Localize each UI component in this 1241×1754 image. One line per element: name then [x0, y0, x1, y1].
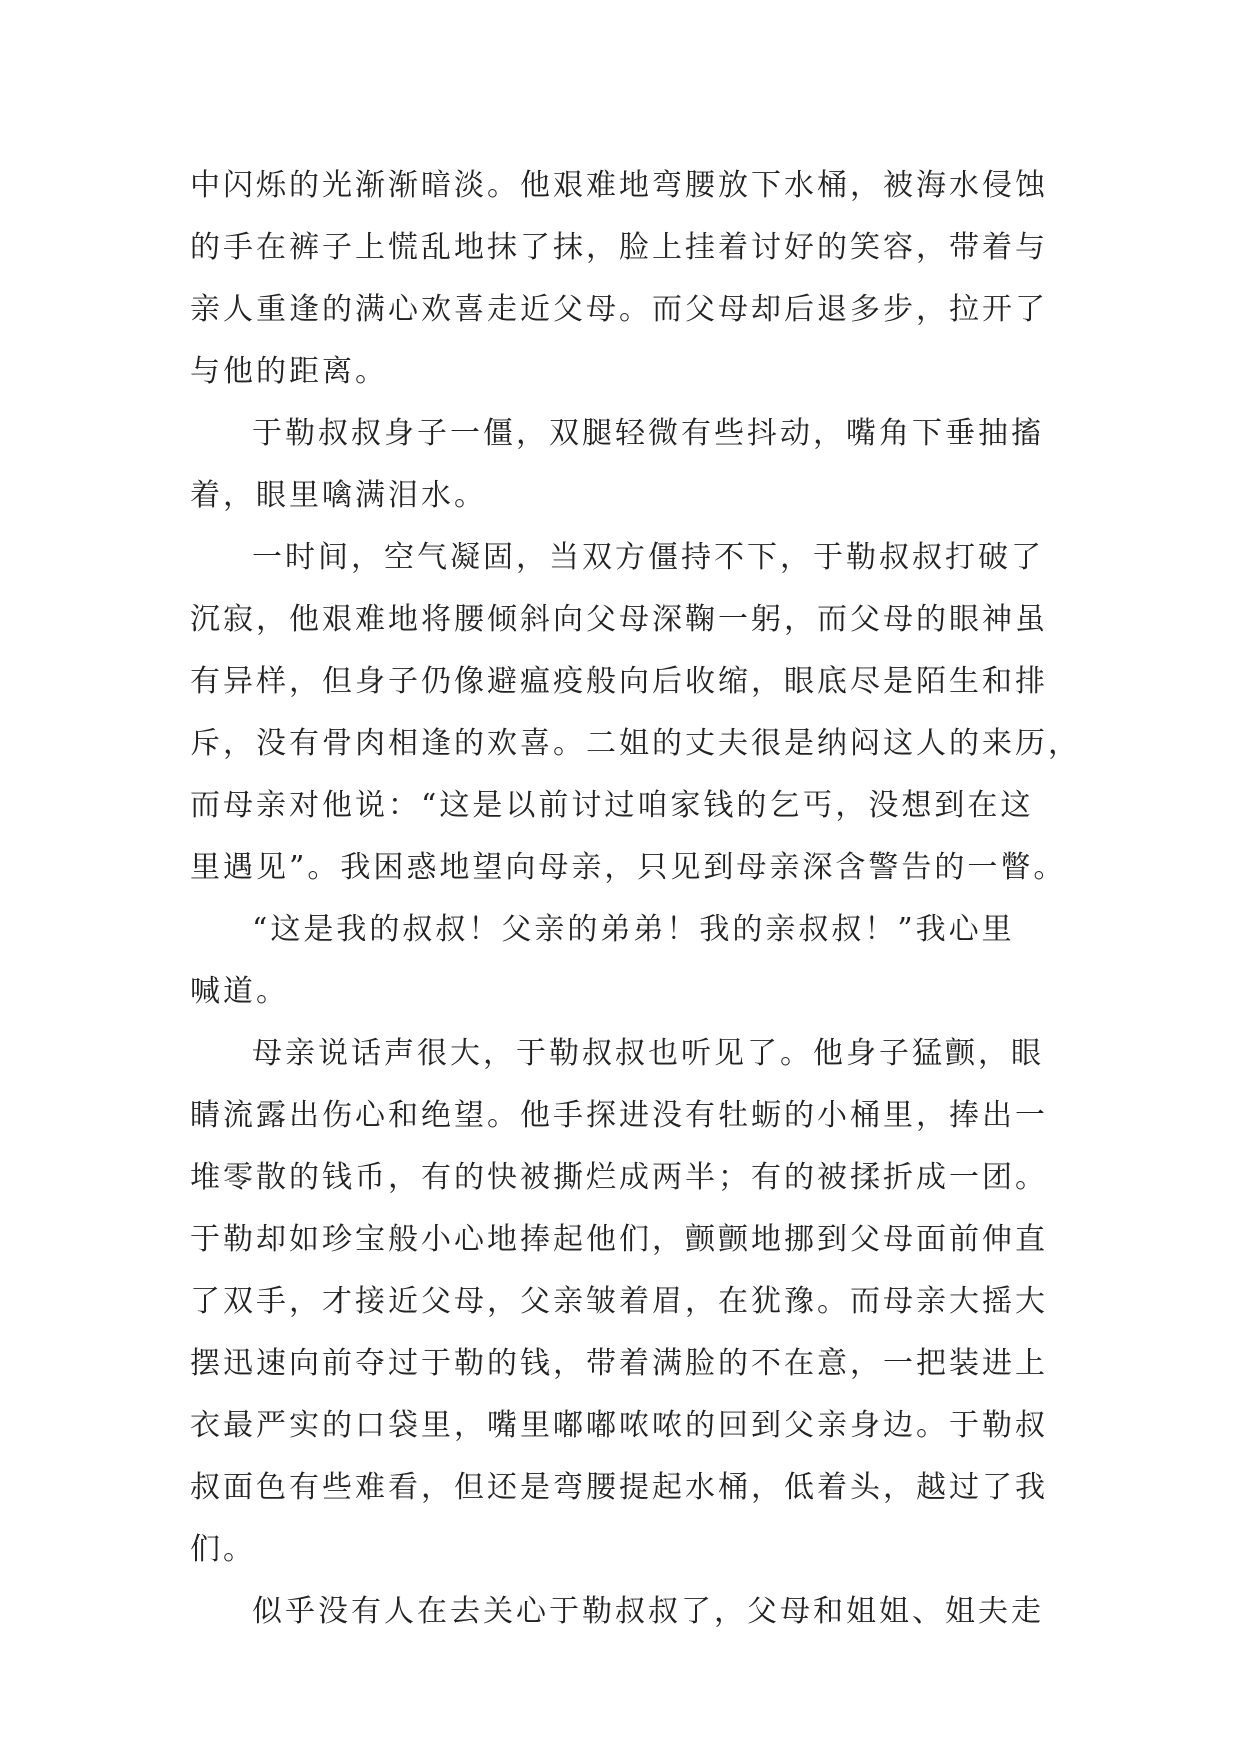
- text-line: 而母亲对他说：“这是以前讨过咱家钱的乞丐，没想到在这: [190, 788, 1034, 823]
- text-line: 们。: [190, 1532, 256, 1567]
- text-line: 于勒却如珍宝般小心地捧起他们，颤颤地挪到父母面前伸直: [190, 1222, 1048, 1257]
- text-line: 睛流露出伤心和绝望。他手探进没有牡蛎的小桶里，捧出一: [190, 1098, 1048, 1133]
- text-line: 斥，没有骨肉相逢的欢喜。二姐的丈夫很是纳闷这人的来历，: [190, 726, 1081, 761]
- text-line: 中闪烁的光渐渐暗淡。他艰难地弯腰放下水桶，被海水侵蚀: [190, 168, 1048, 203]
- text-line: 一时间，空气凝固，当双方僵持不下，于勒叔叔打破了: [252, 540, 1044, 575]
- text-line: 似乎没有人在去关心于勒叔叔了，父母和姐姐、姐夫走: [252, 1594, 1044, 1629]
- text-line: “这是我的叔叔！父亲的弟弟！我的亲叔叔！”我心里: [252, 912, 1015, 947]
- text-line: 衣最严实的口袋里，嘴里嘟嘟哝哝的回到父亲身边。于勒叔: [190, 1408, 1048, 1443]
- text-line: 摆迅速向前夺过于勒的钱，带着满脸的不在意，一把装进上: [190, 1346, 1048, 1381]
- text-line: 于勒叔叔身子一僵，双腿轻微有些抖动，嘴角下垂抽搐: [252, 416, 1044, 451]
- text-line: 了双手，才接近父母，父亲皱着眉，在犹豫。而母亲大摇大: [190, 1284, 1048, 1319]
- body-text: [190, 155, 1081, 1643]
- text-line: 叔面色有些难看，但还是弯腰提起水桶，低着头，越过了我: [190, 1470, 1048, 1505]
- text-line: 的手在裤子上慌乱地抹了抹，脸上挂着讨好的笑容，带着与: [190, 230, 1048, 265]
- text-line: 堆零散的钱币，有的快被撕烂成两半；有的被揉折成一团。: [190, 1160, 1048, 1195]
- text-line: 亲人重逢的满心欢喜走近父母。而父母却后退多步，拉开了: [190, 292, 1048, 327]
- text-line: 与他的距离。: [190, 354, 388, 389]
- text-line: 着，眼里噙满泪水。: [190, 478, 487, 513]
- text-line: 有异样，但身子仍像避瘟疫般向后收缩，眼底尽是陌生和排: [190, 664, 1048, 699]
- text-line: 里遇见”。我困惑地望向母亲，只见到母亲深含警告的一瞥。: [190, 850, 1067, 885]
- text-line: 沉寂，他艰难地将腰倾斜向父母深鞠一躬，而父母的眼神虽: [190, 602, 1048, 637]
- text-line: 母亲说话声很大，于勒叔叔也听见了。他身子猛颤，眼: [252, 1036, 1044, 1071]
- text-line: 喊道。: [190, 974, 289, 1009]
